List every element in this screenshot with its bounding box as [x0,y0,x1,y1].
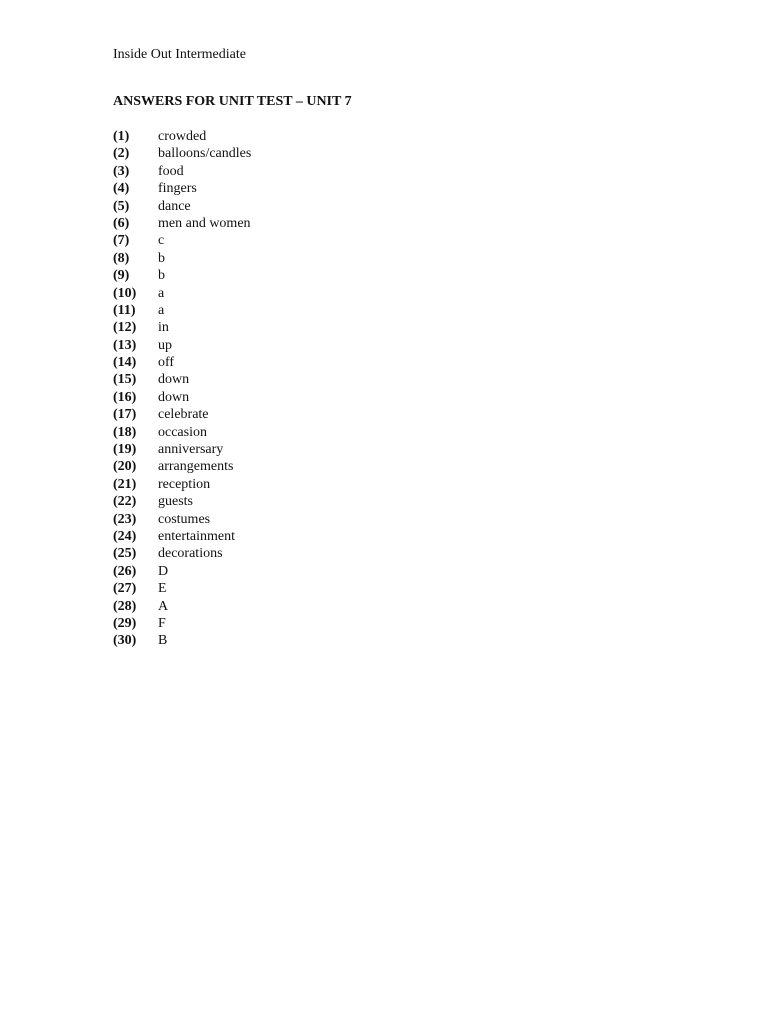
answer-text: celebrate [158,407,209,423]
answer-text: a [158,302,165,318]
answer-number: (6) [113,215,130,231]
answer-number: (21) [113,476,137,492]
answer-text: a [158,285,165,301]
answer-number: (3) [113,163,130,179]
answer-text: food [158,163,184,179]
answer-row [113,337,251,354]
answer-row [113,563,251,580]
answer-number: (15) [113,372,137,388]
answer-row [113,302,251,319]
answer-row [113,267,251,284]
answer-number: (2) [113,146,130,162]
answer-text: anniversary [158,442,224,458]
answer-text: reception [158,476,211,492]
answer-row [113,493,251,510]
answer-row [113,198,251,215]
answer-number: (24) [113,528,137,544]
answer-row [113,528,251,545]
answer-number: (16) [113,389,137,405]
answer-row [113,232,251,249]
answer-row [113,476,251,493]
answer-list [113,128,251,650]
answer-row [113,215,251,232]
answer-number: (7) [113,233,130,249]
answer-number: (20) [113,459,137,475]
document-title: ANSWERS FOR UNIT TEST – UNIT 7 [113,94,352,109]
answer-row [113,580,251,597]
answer-number: (17) [113,407,137,423]
answer-number: (14) [113,355,137,371]
answer-row [113,389,251,406]
answer-row [113,441,251,458]
answer-text: A [158,598,169,614]
document-header: Inside Out Intermediate [113,47,246,62]
answer-text: balloons/candles [158,146,252,162]
answer-number: (4) [113,181,130,197]
answer-text: crowded [158,129,207,144]
answer-text: D [158,563,169,579]
answer-number: (27) [113,581,137,597]
answer-row [113,354,251,371]
answer-text: B [158,633,168,649]
answer-text: b [158,268,165,284]
answer-text: guests [158,494,193,510]
answer-text: off [158,355,175,371]
answer-number: (1) [113,129,130,144]
answer-number: (30) [113,633,137,649]
answer-text: up [158,337,172,353]
answer-text: dance [158,198,191,214]
answer-text: entertainment [158,528,235,544]
answer-text: down [158,389,190,405]
answer-row [113,250,251,267]
answer-text: occasion [158,424,207,440]
answer-row [113,145,251,162]
answer-text: decorations [158,546,223,562]
answer-row [113,511,251,528]
answer-text: fingers [158,181,197,197]
answer-row [113,458,251,475]
answer-row [113,163,251,180]
answer-text: b [158,250,165,266]
answer-number: (5) [113,198,130,214]
answer-number: (29) [113,615,137,631]
answer-text: c [158,233,165,249]
answer-number: (11) [113,302,136,318]
answer-number: (13) [113,337,137,353]
answer-text: E [158,581,167,597]
answer-text: in [158,320,169,336]
answer-row [113,285,251,302]
answer-row [113,545,251,562]
answer-number: (18) [113,424,137,440]
answer-text: men and women [158,215,251,231]
answer-number: (28) [113,598,137,614]
answer-number: (9) [113,268,130,284]
answer-number: (22) [113,494,137,510]
answer-row [113,319,251,336]
answer-text: arrangements [158,459,234,475]
answer-number: (10) [113,285,137,301]
answer-row [113,632,251,649]
answer-number: (12) [113,320,137,336]
answer-text: F [158,615,166,631]
answer-text: costumes [158,511,211,527]
answer-row [113,371,251,388]
answer-number: (19) [113,442,137,458]
answer-row [113,598,251,615]
answer-row [113,128,251,145]
answer-number: (23) [113,511,137,527]
answer-row [113,180,251,197]
answer-text: down [158,372,190,388]
answer-number: (25) [113,546,137,562]
answer-number: (8) [113,250,130,266]
answer-row [113,406,251,423]
answer-number: (26) [113,563,137,579]
answer-row [113,615,251,632]
answer-row [113,424,251,441]
